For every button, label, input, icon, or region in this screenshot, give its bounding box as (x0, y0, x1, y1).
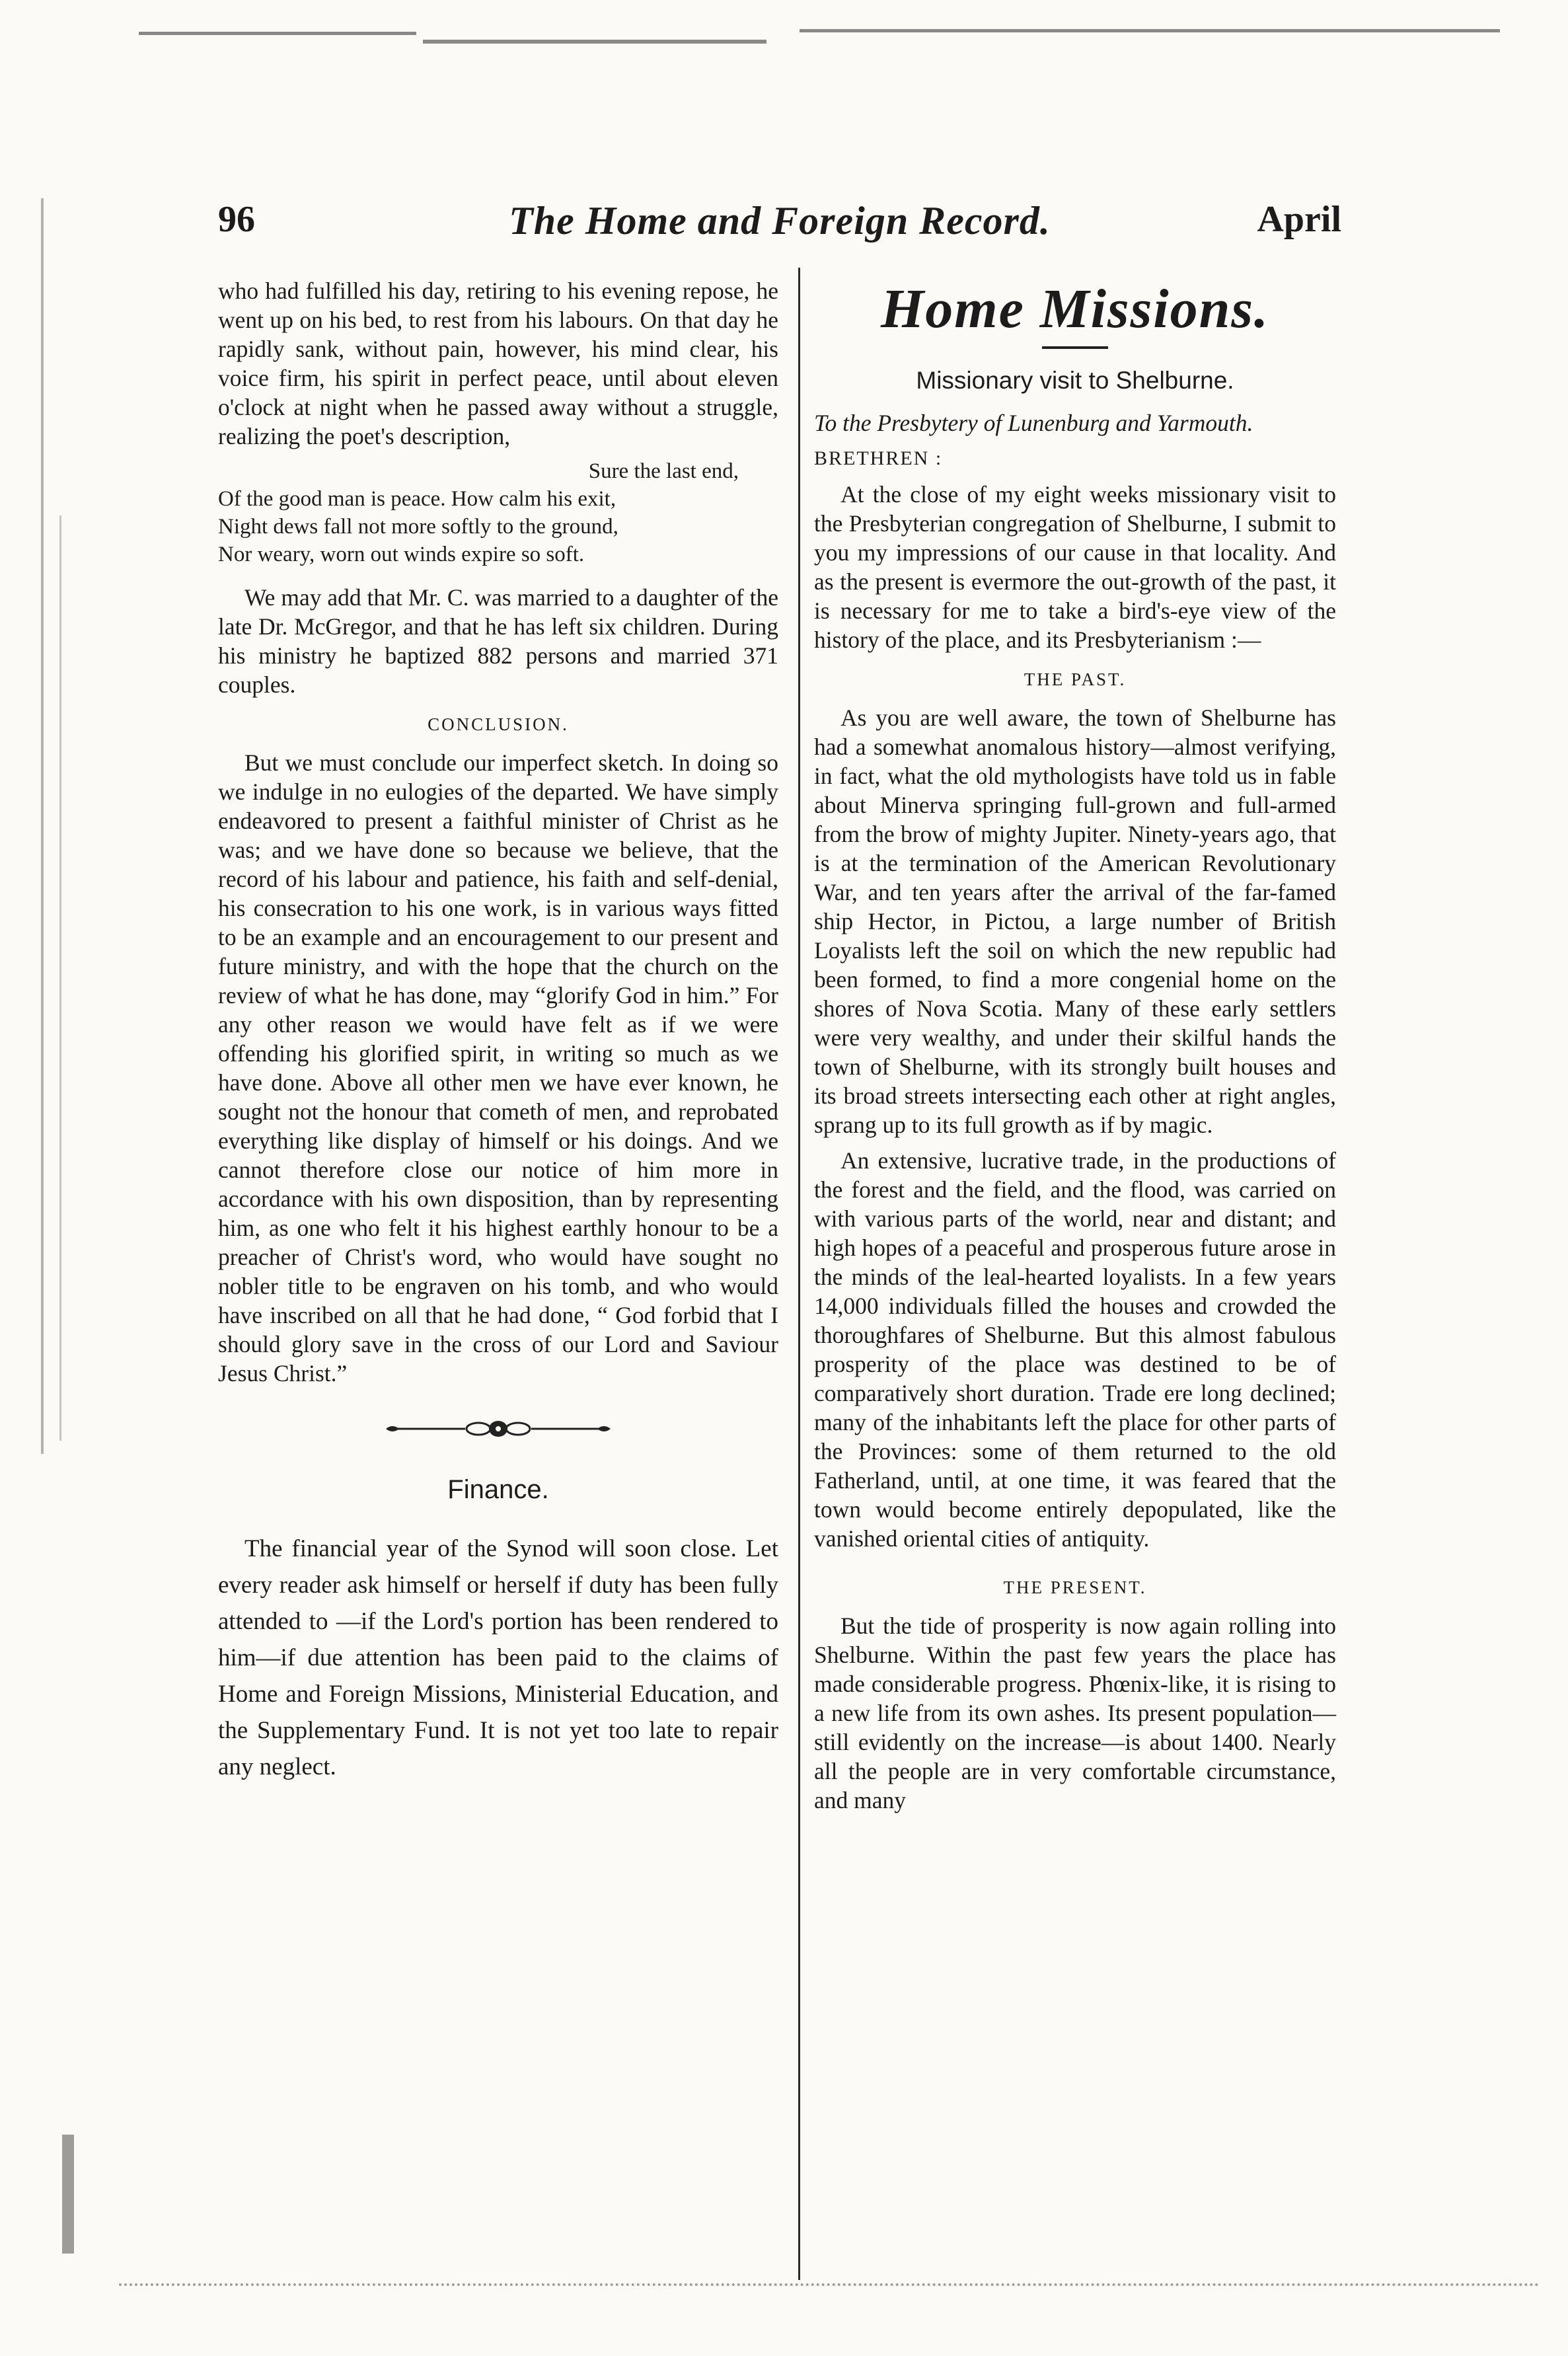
poem-line-4: Nor weary, worn out winds expire so soft. (218, 543, 585, 566)
missions-paragraph-1: At the close of my eight weeks missionary visit to the Presbyterian congregation of Shelburne, I submit to you my impressions of our cause in that locality. And as the present is evermore the out-growth of the past, it is necessary for me to take a bird's-eye view of the history of the place, and its Presbyterianism :— (814, 481, 1336, 653)
missions-paragraph-2: As you are well aware, the town of Shelburne has had a somewhat anomalous history—almost verifying, in fact, what the old mythologists have told us in fable about Minerva springing full-grown and full-armed from the brow of mighty Jupiter. Ninety-years ago, that is at the termination of the American Revolutionary War, and ten years after the arrival of the far-famed ship Hector, in Pictou, a large number of British Loyalists left the soil on which the new republic had been formed, to find a more congenial home on the shores of Nova Scotia. Many of these early settlers were very wealthy, and under their skilful hands the town of Shelburne, with its strongly built houses and its broad streets intersecting each other at right angles, sprang up to its full growth as if by magic. (814, 704, 1336, 1138)
right-column (814, 276, 1336, 1821)
scan-artifact-top-right (800, 29, 1500, 32)
column-divider (798, 268, 800, 2280)
scan-artifact-top-left (139, 32, 416, 35)
obituary-paragraph-1: who had fulfilled his day, retiring to his evening repose, he went up on his bed, to rest from his labours. On that day he rapidly sank, without pain, however, his mind clear, his voice firm, his spirit in perfect peace, until about eleven o'clock at night when he passed away without a struggle, realizing the poet's description, (218, 278, 778, 449)
past-heading: THE PAST. (1024, 669, 1127, 689)
present-heading: THE PRESENT. (1003, 1577, 1147, 1597)
running-header (218, 198, 1341, 258)
journal-title: The Home and Foreign Record. (509, 199, 1051, 243)
poem-line-3: Night dews fall not more softly to the ground, (218, 515, 618, 539)
page-number: 96 (218, 199, 255, 240)
conclusion-paragraph: But we must conclude our imperfect sketch. In doing so we indulge in no eulogies of the departed. We have simply endeavored to present a faithful minister of Christ as he was; and we have done so because we believe, that the record of his labour and patience, his faith and self-denial, his consecration to his one work, is in various ways fitted to be an example and an encouragement to our present and future ministry, and with the hope that the church on the review of what he has done, may “glorify God in him.” For any other reason we would have felt as if we were offending his glorified spirit, in writing so much as we have done. Above all other men we have ever known, he sought not the honour that cometh of men, and reprobated everything like display of himself or his doings. And we cannot therefore close our notice of him more in accordance with his own disposition, than by representing him, as one who felt it his highest earthly honour to be a preacher of Christ's word, who would have sought no nobler title to be engraven on his tomb, and who would have inscribed on all that he had done, “ God forbid that I should glory save in the cross of our Lord and Saviour Jesus Christ.” (218, 749, 778, 1387)
ornamental-divider (218, 1416, 778, 1442)
scan-artifact-top-center (423, 40, 766, 44)
issue-month: April (1257, 199, 1341, 240)
finance-title: Finance. (447, 1475, 549, 1504)
poem-line-2: Of the good man is peace. How calm his exit, (218, 487, 616, 511)
title-rule (1042, 346, 1108, 349)
missions-paragraph-3: An extensive, lucrative trade, in the productions of the forest and the field, and the flood, was carried on with various parts of the world, near and distant; and high hopes of a peaceful and prosperous future arose in the minds of the leal-hearted loyalists. In a few years 14,000 individuals filled the houses and crowded the thoroughfares of Shelburne. But this almost fabulous prosperity of the place was destined to be of comparatively short duration. Trade ere long declined; many of the inhabitants left the place for other parts of the Provinces: some of them returned to the old Fatherland, until, at one time, it was feared that the town would become entirely depopulated, like the vanished oriental cities of antiquity. (814, 1147, 1336, 1552)
scan-artifact-left-edge-2 (59, 515, 61, 1441)
scan-artifact-bottom-dots (119, 2283, 1540, 2286)
left-column (218, 276, 778, 1792)
obituary-paragraph-2: We may add that Mr. C. was married to a daughter of the late Dr. McGregor, and that he has left six children. During his ministry he baptized 882 persons and married 371 couples. (218, 584, 778, 698)
scan-artifact-left-bottom (62, 2135, 74, 2254)
address-line: To the Presbytery of Lunenburg and Yarmouth. (814, 410, 1253, 436)
salutation: BRETHREN : (814, 447, 943, 469)
scan-artifact-left-edge (41, 198, 44, 1454)
article-title: Missionary visit to Shelburne. (916, 367, 1234, 394)
poem-quote (218, 457, 778, 568)
home-missions-title: Home Missions. (880, 278, 1270, 340)
poem-line-1: Sure the last end, (588, 459, 739, 483)
finance-paragraph: The financial year of the Synod will soon close. Let every reader ask himself or herself if duty has been fully attended to —if the Lord's portion has been rendered to him—if due attention has been paid to the claims of Home and Foreign Missions, Ministerial Education, and the Supplementary Fund. It is not yet too late to repair any neglect. (218, 1535, 778, 1780)
conclusion-heading: CONCLUSION. (428, 714, 569, 734)
missions-paragraph-4: But the tide of prosperity is now again rolling into Shelburne. Within the past few years the place has made considerable progress. Phœnix-like, it is rising to a new life from its own ashes. Its present population—still evidently on the increase—is about 1400. Nearly all the people are in very comfortable circumstance, and many (814, 1613, 1336, 1813)
